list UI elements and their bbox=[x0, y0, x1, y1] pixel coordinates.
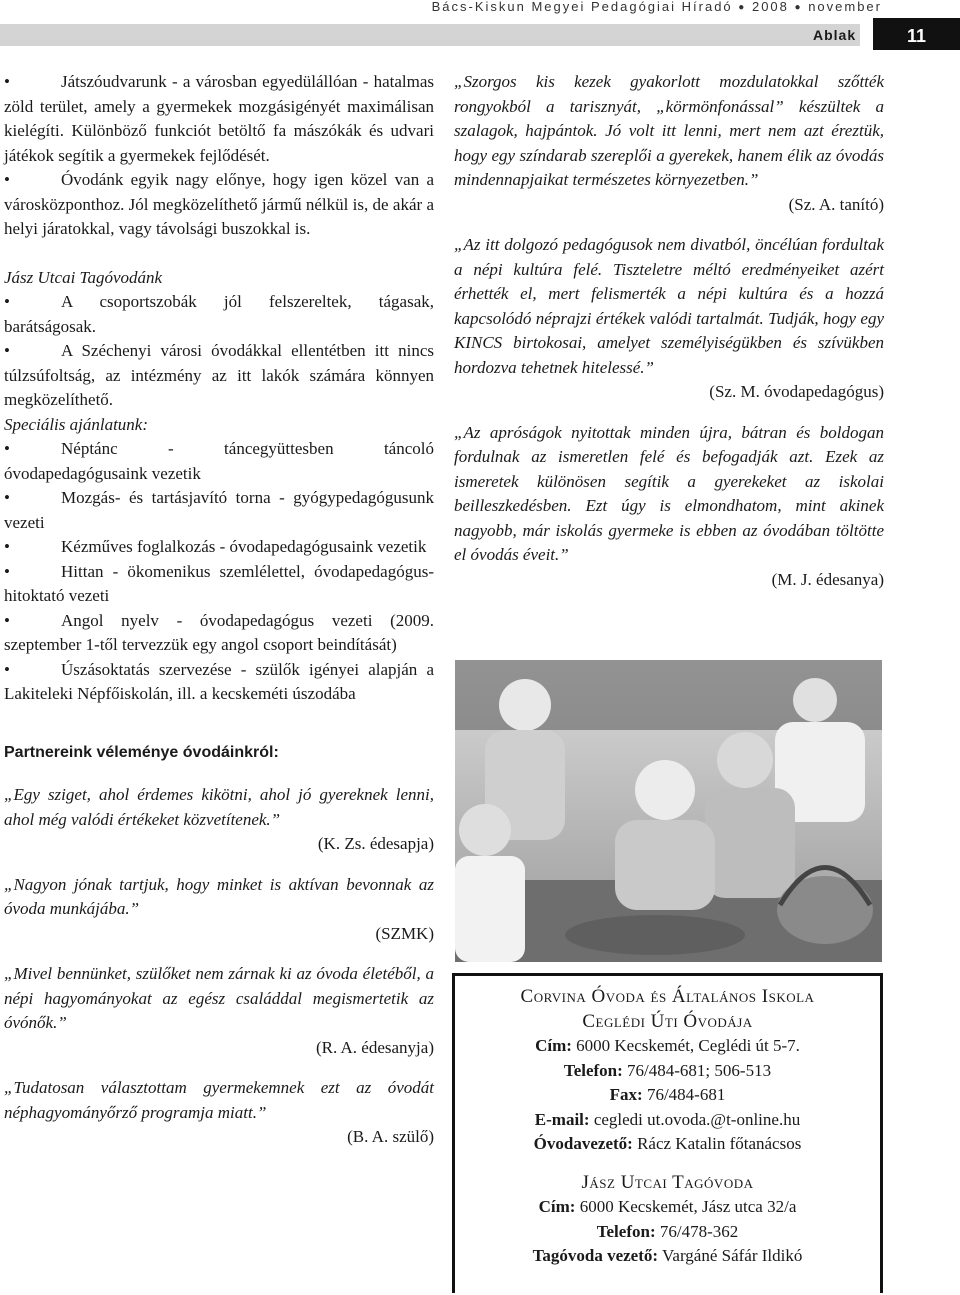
subheading-special: Speciális ajánlatunk: bbox=[4, 414, 149, 434]
subheading-jasz: Jász Utcai Tagóvodánk bbox=[4, 267, 163, 287]
list-item: • Hittan - ökomenikus szemlélettel, óvodapedagógus-hitoktató vezeti bbox=[4, 561, 434, 605]
publication-month: november bbox=[808, 0, 882, 14]
head-line: Óvodavezető: Rácz Katalin főtanácsos bbox=[533, 1134, 802, 1153]
list-item: • Néptánc - táncegyüttesben táncoló óvodapedagógusaink vezetik bbox=[4, 439, 434, 483]
branch-head-line: Tagóvoda vezető: Vargáné Sáfár Ildikó bbox=[532, 1246, 803, 1265]
publication-name: Bács-Kiskun Megyei Pedagógiai Híradó bbox=[431, 0, 733, 14]
header-bar bbox=[0, 24, 860, 46]
page-number: 11 bbox=[873, 18, 960, 50]
quote-text: „Nagyon jónak tartjuk, hogy minket is aktívan bevonnak az óvoda munkájába.” bbox=[4, 874, 434, 918]
fax-line: Fax: 76/484-681 bbox=[609, 1085, 726, 1104]
branch-address-line: Cím: 6000 Kecskemét, Jász utca 32/a bbox=[538, 1197, 797, 1216]
quote-author: (M. J. édesanya) bbox=[771, 569, 884, 589]
address-line: Cím: 6000 Kecskemét, Ceglédi út 5-7. bbox=[535, 1036, 800, 1055]
email-line: E-mail: cegledi ut.ovoda.@t-online.hu bbox=[534, 1109, 801, 1129]
quote-author: (Sz. M. óvodapedagógus) bbox=[709, 382, 884, 401]
phone-line: Telefon: 76/484-681; 506-513 bbox=[563, 1060, 772, 1080]
quote-author: (K. Zs. édesapja) bbox=[317, 834, 434, 853]
quote-text: „Az apróságok nyitottak minden újra, bátran és boldogan fordulnak az ismeretlen felé és befogadják azt. Ezek az ismeretek különösen segítik a gyerekeket az iskolai beilleszkedésben. Ezt úgy is elmondhatom, mint akinek nagyobb, már iskolás gyermeke is ebben az óvodában töltötte el óvodás éveit.” bbox=[454, 422, 884, 564]
quote-text: „Egy sziget, ahol érdemes kikötni, ahol jó gyereknek lenni, ahol még valódi értékeket közvetítenek.” bbox=[4, 785, 434, 829]
left-column bbox=[4, 70, 434, 1150]
quote-author: (Sz. A. tanító) bbox=[788, 194, 884, 214]
publication-title bbox=[432, 0, 882, 14]
right-column bbox=[454, 70, 884, 592]
branch-name: Jász Utcai Tagóvoda bbox=[581, 1171, 754, 1193]
quote-text: „Szorgos kis kezek gyakorlott mozdulatokkal szőtték rongyokból a tarisznyát, „körmönfonással” készültek a szalagok, hajpántok. Jó volt itt lenni, mert nem azt éreztük, hogy egy színdarab szereplői a gyerekek, hanem élik az óvodás mindennapjaikat természetes környezetben.” bbox=[454, 72, 884, 189]
publication-year: 2008 bbox=[751, 0, 789, 14]
quote-text: „Tudatosan választottam gyermekemnek ezt az óvodát néphagyományőrző programja miatt.” bbox=[4, 1078, 434, 1122]
contact-info-box bbox=[452, 973, 883, 1293]
bullet-dot-icon: ● bbox=[794, 2, 803, 13]
list-item: • Mozgás- és tartásjavító torna - gyógypedagógusunk vezeti bbox=[4, 488, 434, 532]
list-item: • Óvodánk egyik nagy előnye, hogy igen közel van a városközponthoz. Jól megközelíthető jármű nélkül is, de akár a helyi járatokkal, vagy távolsági buszokkal is. bbox=[4, 170, 434, 238]
branch-phone-line: Telefon: 76/478-362 bbox=[596, 1221, 739, 1241]
list-item: • Játszóudvarunk - a városban egyedülállóan - hatalmas zöld terület, amely a gyermekek mozgásigényét maximálisan kielégíti. Különböző funkciót betöltő fa mászókák és udvari játékok segítik a gyermekek fejlődését. bbox=[4, 72, 434, 165]
kindergarten-name: Ceglédi Úti Óvodája bbox=[582, 1010, 753, 1032]
children-photo bbox=[455, 660, 882, 962]
quote-author: (SZMK) bbox=[375, 923, 434, 943]
bullet-dot-icon: ● bbox=[738, 2, 747, 13]
section-label: Ablak bbox=[813, 27, 857, 43]
school-name: Corvina Óvoda és Általános Iskola bbox=[520, 986, 815, 1007]
list-item: • A csoportszobák jól felszereltek, tágasak, barátságosak. bbox=[4, 292, 434, 336]
list-item: • Kézműves foglalkozás - óvodapedagógusaink vezetik bbox=[4, 537, 427, 556]
list-item: • A Széchenyi városi óvodákkal ellentétben itt nincs túlzsúfoltság, az intézmény az itt lakók számára könnyen megközelíthető. bbox=[4, 341, 434, 409]
quote-text: „Mivel bennünket, szülőket nem zárnak ki az óvoda életéből, a népi hagyományokat az egész családdal megismertetik az óvónők.” bbox=[4, 964, 434, 1032]
quote-author: (R. A. édesanyja) bbox=[315, 1037, 434, 1057]
page-header bbox=[0, 0, 960, 18]
quote-text: „Az itt dolgozó pedagógusok nem divatból, öncélúan fordultak a népi kultúra felé. Tiszteletre méltó eredményeiket azért érhették el, mert felismerték a népi kultúra és a hozzá kapcsolódó néprajzi értékek valódi tartalmát. Tudják, hogy egy KINCS birtokosai, amelyet személyiségükben és szívükben hordozva tehetnek hitelessé.” bbox=[454, 235, 884, 377]
list-item: • Angol nyelv - óvodapedagógus vezeti (2009. szeptember 1-től tervezzük egy angol csoport beindítását) bbox=[4, 610, 434, 654]
list-item: • Úszásoktatás szervezése - szülők igényei alapján a Lakiteleki Népfőiskolán, ill. a kecskeméti úszodába bbox=[4, 659, 434, 703]
quote-author: (B. A. szülő) bbox=[347, 1127, 434, 1146]
partners-heading: Partnereink véleménye óvodáinkról: bbox=[4, 743, 279, 761]
